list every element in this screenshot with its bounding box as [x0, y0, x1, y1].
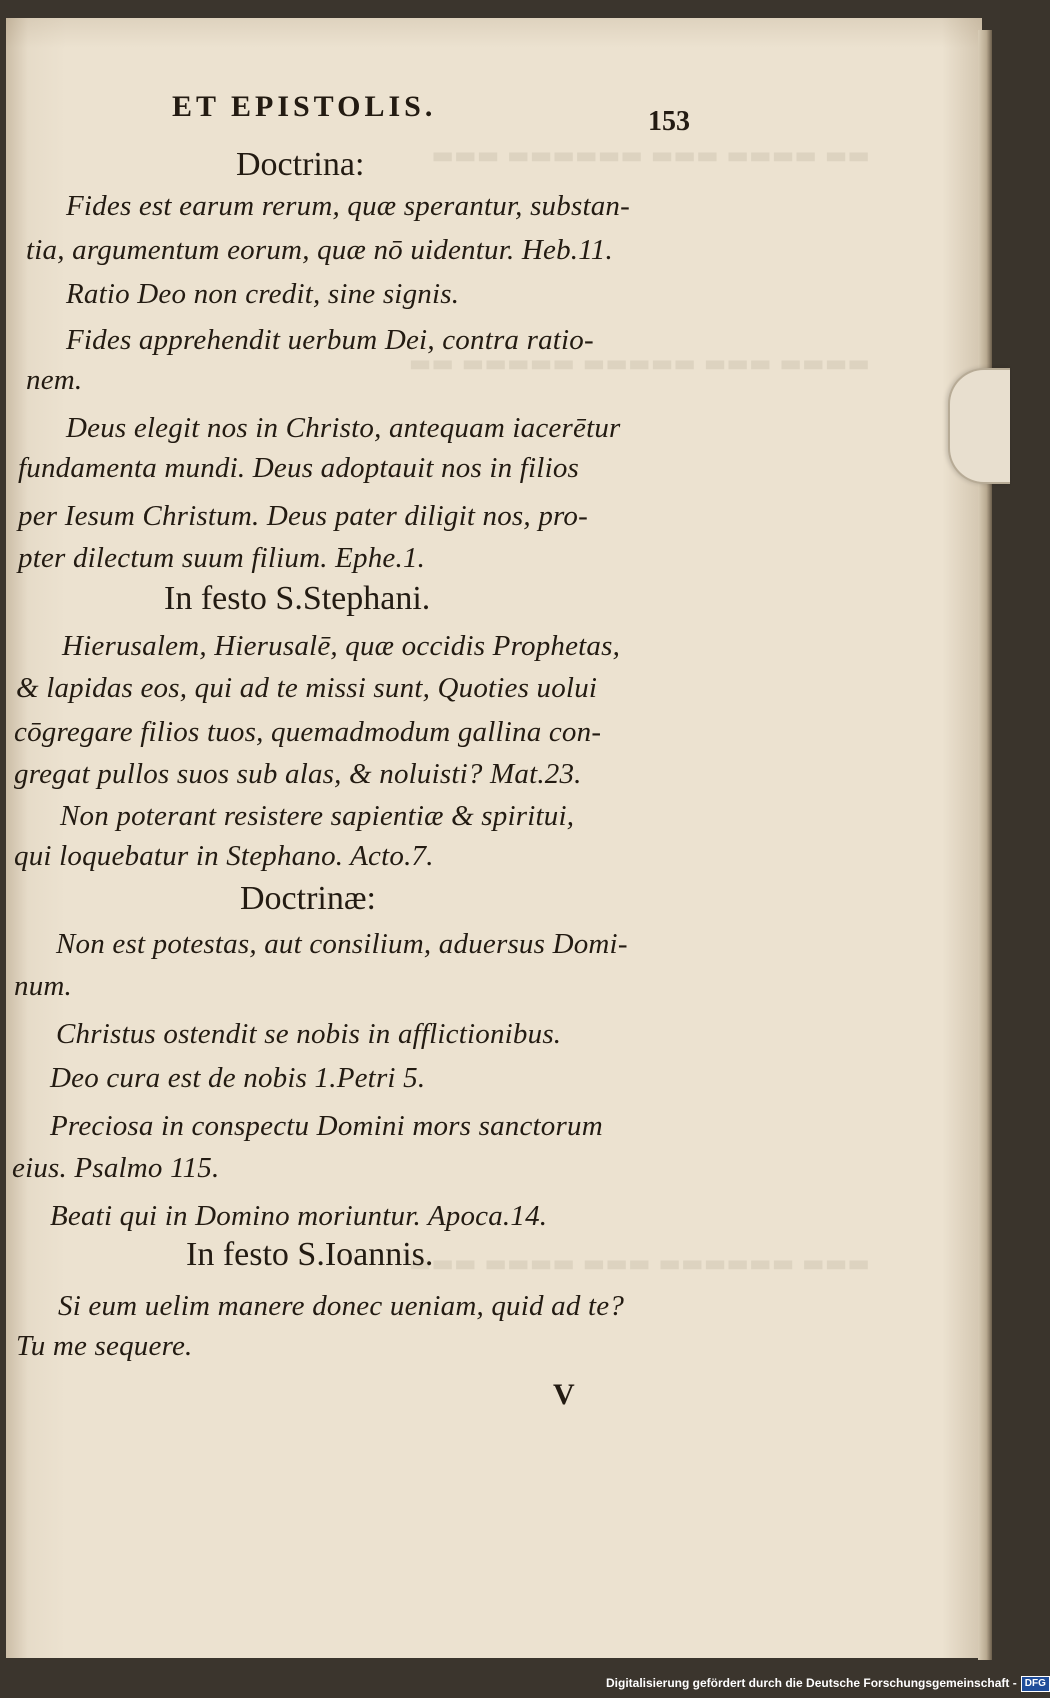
- section-heading: Doctrinæ:: [240, 880, 376, 917]
- digitization-credit: [606, 1676, 1050, 1692]
- text-line: Preciosa in conspectu Domini mors sanctorum: [50, 1110, 603, 1142]
- text-line: Fides apprehendit uerbum Dei, contra ratio-: [66, 324, 594, 356]
- text-line: Christus ostendit se nobis in afflictionibus.: [56, 1018, 562, 1050]
- text-line: num.: [14, 970, 72, 1002]
- text-line: Fides est earum rerum, quæ sperantur, substan-: [66, 190, 630, 222]
- show-through-text: ▬▬▬▬ ▬▬▬ ▬▬▬▬▬ ▬▬▬▬▬ ▬▬: [408, 349, 870, 377]
- section-heading: Doctrina:: [236, 146, 365, 183]
- text-line: Hierusalem, Hierusalē, quæ occidis Prophetas,: [62, 630, 621, 662]
- text-line: gregat pullos suos sub alas, & noluisti? Mat.23.: [14, 758, 582, 790]
- show-through-text: ▬▬▬ ▬▬▬▬▬▬ ▬▬▬ ▬▬▬▬ ▬▬▬: [408, 1249, 870, 1277]
- page-number: 153: [648, 106, 690, 137]
- text-line: Si eum uelim manere donec ueniam, quid ad te?: [58, 1290, 625, 1322]
- text-line: nem.: [26, 364, 83, 396]
- text-line: Deus elegit nos in Christo, antequam iacerētur: [66, 412, 621, 444]
- text-line: & lapidas eos, qui ad te missi sunt, Quoties uolui: [16, 672, 598, 704]
- text-line: Ratio Deo non credit, sine signis.: [66, 278, 460, 310]
- section-heading: In festo S.Stephani.: [164, 580, 431, 617]
- text-line: fundamenta mundi. Deus adoptauit nos in filios: [18, 452, 580, 484]
- text-line: pter dilectum suum filium. Ephe.1.: [18, 542, 426, 574]
- text-line: Deo cura est de nobis 1.Petri 5.: [50, 1062, 426, 1094]
- text-line: Tu me sequere.: [16, 1330, 193, 1362]
- text-line: qui loquebatur in Stephano. Acto.7.: [14, 840, 434, 872]
- dfg-logo: DFG: [1021, 1676, 1050, 1692]
- text-line: per Iesum Christum. Deus pater diligit nos, pro-: [18, 500, 588, 532]
- text-line: cōgregare filios tuos, quemadmodum gallina con-: [14, 716, 602, 748]
- credit-text: Digitalisierung gefördert durch die Deutsche Forschungsgemeinschaft -: [606, 1676, 1017, 1691]
- show-through-text: ▬▬ ▬▬▬▬ ▬▬▬ ▬▬▬▬▬▬ ▬▬▬: [431, 141, 870, 169]
- section-heading: In festo S.Ioannis.: [186, 1236, 434, 1273]
- text-line: Non poterant resistere sapientiæ & spiritui,: [60, 800, 575, 832]
- text-line: Beati qui in Domino moriuntur. Apoca.14.: [50, 1200, 548, 1232]
- text-line: tia, argumentum eorum, quæ nō uidentur. Heb.11.: [26, 234, 613, 266]
- text-line: eius. Psalmo 115.: [12, 1152, 220, 1184]
- running-head: ET EPISTOLIS.: [172, 90, 437, 123]
- catchword: V: [553, 1378, 575, 1411]
- text-line: Non est potestas, aut consilium, aduersus Domi-: [56, 928, 628, 960]
